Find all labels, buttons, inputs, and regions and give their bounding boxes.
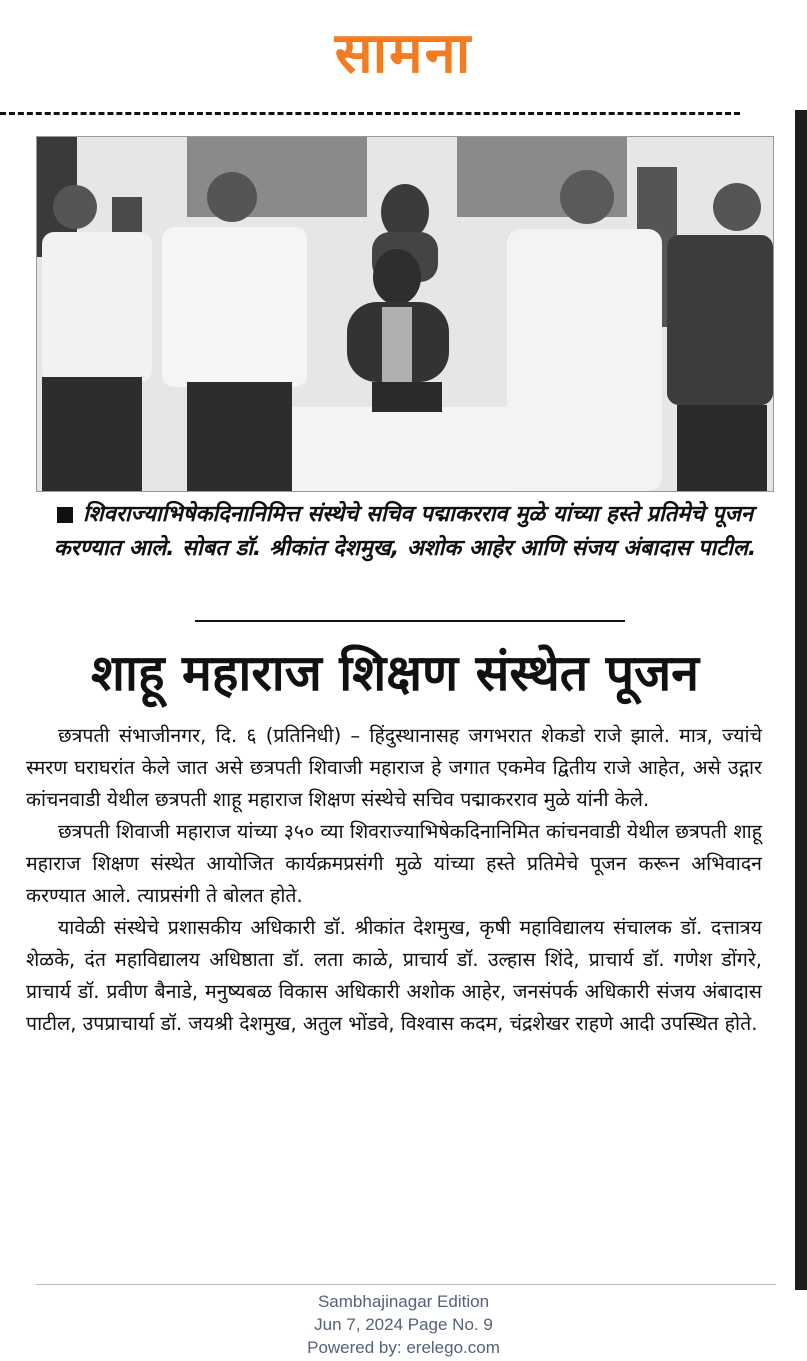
caption-divider bbox=[195, 620, 625, 622]
edition-date-page: Jun 7, 2024 Page No. 9 bbox=[314, 1315, 493, 1334]
edition-name: Sambhajinagar Edition bbox=[317, 1292, 490, 1311]
page-edge-bar bbox=[795, 110, 807, 1290]
edition-footer bbox=[0, 1290, 807, 1359]
footer-divider bbox=[36, 1284, 776, 1285]
powered-by-link[interactable]: Powered by: erelego.com bbox=[307, 1338, 500, 1357]
article-headline: शाहू महाराज शिक्षण संस्थेत पूजन bbox=[91, 644, 699, 702]
caption-text: शिवराज्याभिषेकदिनानिमित्त संस्थेचे सचिव पद्माकरराव मुळे यांच्या हस्ते प्रतिमेचे पूजन करण्यात आले. सोबत डॉ. श्रीकांत देशमुख, अशोक आहेर आणि संजय अंबादास पाटील. bbox=[53, 502, 757, 561]
photo-illustration bbox=[37, 137, 773, 491]
caption-bullet-icon bbox=[57, 507, 73, 523]
article-body bbox=[26, 720, 762, 1040]
photo-caption bbox=[40, 498, 770, 566]
article-paragraph: छत्रपती संभाजीनगर, दि. ६ (प्रतिनिधी) – हिंदुस्थानासह जगभरात शेकडो राजे झाले. मात्र, ज्यांचे स्मरण घराघरांत केले जात असे छत्रपती शिवाजी महाराज हे जगात एकमेव द्वितीय राजे आहेत, असे उद्गार कांचनवाडी येथील छत्रपती शाहू महाराज शिक्षण संस्थेचे सचिव पद्माकरराव मुळे यांनी केले. bbox=[26, 724, 762, 811]
article-paragraph: यावेळी संस्थेचे प्रशासकीय अधिकारी डॉ. श्रीकांत देशमुख, कृषी महाविद्यालय संचालक डॉ. दत्तात्रय शेळके, दंत महाविद्यालय अधिष्ठाता डॉ. लता काळे, प्राचार्य डॉ. उल्हास शिंदे, प्राचार्य डॉ. गणेश डोंगरे, प्राचार्य डॉ. प्रवीण बैनाडे, मनुष्यबळ विकास अधिकारी अशोक आहेर, जनसंपर्क अधिकारी संजय अंबादास पाटील, उपप्राचार्या डॉ. जयश्री देशमुख, अतुल भोंडवे, विश्वास कदम, चंद्रशेखर राहणे आदी उपस्थित होते. bbox=[26, 916, 762, 1035]
masthead-divider bbox=[0, 112, 740, 115]
masthead-logo: सामना bbox=[334, 21, 473, 86]
news-photo bbox=[36, 136, 774, 492]
article-paragraph: छत्रपती शिवाजी महाराज यांच्या ३५० व्या शिवराज्याभिषेकदिनानिमित कांचनवाडी येथील छत्रपती शाहू महाराज शिक्षण संस्थेत आयोजित कार्यक्रमप्रसंगी मुळे यांच्या हस्ते प्रतिमेचे पूजन करून अभिवादन करण्यात आले. त्याप्रसंगी ते बोलत होते. bbox=[26, 820, 762, 907]
